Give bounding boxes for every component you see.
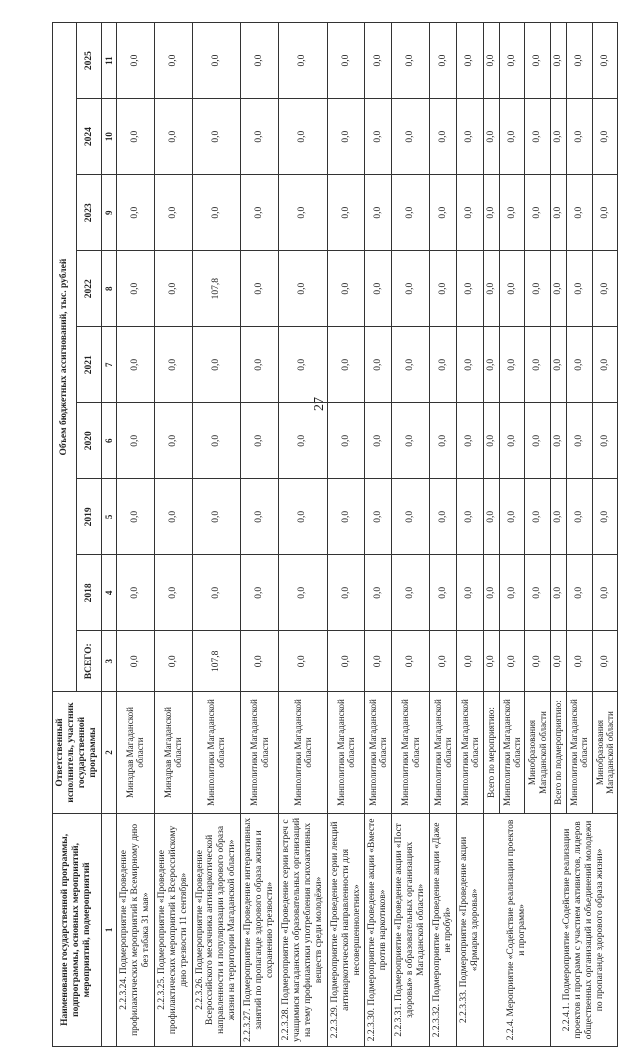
value-cell: 0,0 <box>392 99 430 175</box>
row-name: 2.2.3.29. Подмероприятие «Проведение серии лекций антинаркотической направленности для несовершеннолетних» <box>327 813 365 1046</box>
value-cell: 0,0 <box>365 555 392 631</box>
value-cell: 0,0 <box>279 631 328 692</box>
value-cell: 0,0 <box>525 99 551 175</box>
value-cell: 0,0 <box>551 403 567 479</box>
value-cell: 0,0 <box>327 251 365 327</box>
value-cell: 0,0 <box>192 175 241 251</box>
value-cell: 0,0 <box>592 403 618 479</box>
header-year: 2023 <box>77 175 101 251</box>
value-cell: 0,0 <box>117 251 155 327</box>
index-cell: 9 <box>101 175 116 251</box>
value-cell: 0,0 <box>551 23 567 99</box>
value-cell: 0,0 <box>279 99 328 175</box>
row-executor: Минполитики Магаданской области <box>456 692 483 814</box>
value-cell: 0,0 <box>499 23 525 99</box>
row-executor: Минполитики Магаданской области <box>279 692 328 814</box>
value-cell: 0,0 <box>192 327 241 403</box>
row-executor: Минполитики Магаданской области <box>365 692 392 814</box>
value-cell: 0,0 <box>551 631 567 692</box>
table-row <box>551 23 567 1047</box>
table-row <box>192 23 241 1047</box>
value-cell: 0,0 <box>117 175 155 251</box>
value-cell: 0,0 <box>392 555 430 631</box>
value-cell: 0,0 <box>566 175 592 251</box>
row-name: 2.2.3.30. Подмероприятие «Проведение акции «Вместе против наркотиков» <box>365 813 392 1046</box>
value-cell: 0,0 <box>592 23 618 99</box>
value-cell: 0,0 <box>499 403 525 479</box>
row-executor: Минздрав Магаданской области <box>117 692 155 814</box>
value-cell: 0,0 <box>117 631 155 692</box>
index-cell: 5 <box>101 479 116 555</box>
value-cell: 0,0 <box>327 479 365 555</box>
value-cell: 0,0 <box>456 403 483 479</box>
value-cell: 0,0 <box>499 631 525 692</box>
table-row <box>483 23 499 1047</box>
value-cell: 0,0 <box>499 251 525 327</box>
value-cell: 0,0 <box>566 99 592 175</box>
row-executor: Минполитики Магаданской области <box>566 692 592 814</box>
table-row <box>327 23 365 1047</box>
value-cell: 0,0 <box>499 99 525 175</box>
index-cell: 6 <box>101 403 116 479</box>
header-executor: Ответственный исполнитель, участник государственной программы <box>53 692 102 814</box>
value-cell: 0,0 <box>241 99 279 175</box>
value-cell: 0,0 <box>525 403 551 479</box>
header-year: 2025 <box>77 23 101 99</box>
value-cell: 0,0 <box>154 99 192 175</box>
value-cell: 0,0 <box>327 327 365 403</box>
value-cell: 0,0 <box>279 403 328 479</box>
row-name: 2.2.3.28. Подмероприятие «Проведение серии встреч с учащимися магаданских образовательных организаций на тему профилактики употребления психоактивных веществ среди молодёжи» <box>279 813 328 1046</box>
value-cell: 0,0 <box>456 99 483 175</box>
value-cell: 0,0 <box>592 175 618 251</box>
value-cell: 0,0 <box>154 479 192 555</box>
header-year: 2019 <box>77 479 101 555</box>
value-cell: 0,0 <box>279 555 328 631</box>
row-name: 2.2.3.25. Подмероприятие «Проведение профилактических мероприятий к Всероссийскому дню трезвости 11 сентября» <box>154 813 192 1046</box>
table-row <box>456 23 483 1047</box>
table-row <box>154 23 192 1047</box>
value-cell: 0,0 <box>430 99 457 175</box>
value-cell: 0,0 <box>566 479 592 555</box>
value-cell: 0,0 <box>241 479 279 555</box>
value-cell: 0,0 <box>430 555 457 631</box>
value-cell: 0,0 <box>566 23 592 99</box>
value-cell: 0,0 <box>525 327 551 403</box>
table-row <box>430 23 457 1047</box>
value-cell: 0,0 <box>483 631 499 692</box>
row-executor: Минобразования Магаданской области <box>592 692 618 814</box>
row-executor: Минполитики Магаданской области <box>499 692 525 814</box>
value-cell: 0,0 <box>456 327 483 403</box>
table-row <box>392 23 430 1047</box>
row-executor: Всего по мероприятию: <box>483 692 499 814</box>
row-executor: Всего по подмероприятию: <box>551 692 567 814</box>
value-cell: 0,0 <box>241 631 279 692</box>
value-cell: 0,0 <box>279 23 328 99</box>
value-cell: 0,0 <box>499 327 525 403</box>
value-cell: 0,0 <box>327 403 365 479</box>
value-cell: 0,0 <box>483 175 499 251</box>
value-cell: 0,0 <box>499 555 525 631</box>
value-cell: 0,0 <box>566 555 592 631</box>
value-cell: 0,0 <box>551 99 567 175</box>
index-cell: 7 <box>101 327 116 403</box>
value-cell: 0,0 <box>430 479 457 555</box>
table-row <box>279 23 328 1047</box>
header-year: 2021 <box>77 327 101 403</box>
index-cell: 1 <box>101 813 116 1046</box>
header-total: ВСЕГО: <box>77 631 101 692</box>
value-cell: 0,0 <box>430 403 457 479</box>
value-cell: 0,0 <box>483 479 499 555</box>
budget-table <box>52 22 618 1047</box>
index-cell: 2 <box>101 692 116 814</box>
rotated-page <box>52 22 632 1047</box>
value-cell: 0,0 <box>241 23 279 99</box>
value-cell: 0,0 <box>566 403 592 479</box>
value-cell: 0,0 <box>483 23 499 99</box>
value-cell: 0,0 <box>117 555 155 631</box>
row-executor: Минобразования Магаданской области <box>525 692 551 814</box>
value-cell: 0,0 <box>430 327 457 403</box>
index-cell: 4 <box>101 555 116 631</box>
value-cell: 0,0 <box>566 327 592 403</box>
value-cell: 107,8 <box>192 631 241 692</box>
value-cell: 0,0 <box>154 403 192 479</box>
value-cell: 0,0 <box>592 631 618 692</box>
value-cell: 0,0 <box>566 251 592 327</box>
value-cell: 0,0 <box>241 403 279 479</box>
value-cell: 0,0 <box>499 175 525 251</box>
value-cell: 0,0 <box>392 403 430 479</box>
value-cell: 0,0 <box>365 403 392 479</box>
value-cell: 0,0 <box>279 251 328 327</box>
value-cell: 0,0 <box>365 23 392 99</box>
value-cell: 0,0 <box>365 327 392 403</box>
value-cell: 0,0 <box>117 23 155 99</box>
value-cell: 0,0 <box>456 251 483 327</box>
index-cell: 11 <box>101 23 116 99</box>
value-cell: 0,0 <box>430 631 457 692</box>
value-cell: 0,0 <box>551 175 567 251</box>
value-cell: 0,0 <box>279 175 328 251</box>
value-cell: 0,0 <box>192 403 241 479</box>
value-cell: 0,0 <box>551 327 567 403</box>
row-executor: Минполитики Магаданской области <box>430 692 457 814</box>
value-cell: 0,0 <box>154 327 192 403</box>
value-cell: 0,0 <box>365 631 392 692</box>
value-cell: 0,0 <box>483 403 499 479</box>
value-cell: 0,0 <box>241 327 279 403</box>
value-cell: 0,0 <box>525 479 551 555</box>
value-cell: 0,0 <box>117 99 155 175</box>
value-cell: 0,0 <box>327 631 365 692</box>
value-cell: 0,0 <box>392 631 430 692</box>
value-cell: 0,0 <box>327 99 365 175</box>
value-cell: 0,0 <box>154 631 192 692</box>
value-cell: 0,0 <box>192 99 241 175</box>
value-cell: 0,0 <box>456 175 483 251</box>
value-cell: 0,0 <box>483 555 499 631</box>
value-cell: 0,0 <box>483 327 499 403</box>
value-cell: 0,0 <box>592 555 618 631</box>
value-cell: 0,0 <box>117 479 155 555</box>
value-cell: 0,0 <box>551 251 567 327</box>
row-name: 2.2.3.24. Подмероприятие «Проведение профилактических мероприятий к Всемирному дню без табака 31 мая» <box>117 813 155 1046</box>
value-cell: 0,0 <box>392 479 430 555</box>
value-cell: 0,0 <box>327 175 365 251</box>
page-number: 27 <box>312 397 327 411</box>
value-cell: 0,0 <box>525 23 551 99</box>
row-name: 2.2.3.31. Подмероприятие «Проведение акции «Пост здоровья» в образовательных организациях Магаданской области» <box>392 813 430 1046</box>
value-cell: 0,0 <box>327 23 365 99</box>
value-cell: 0,0 <box>365 99 392 175</box>
value-cell: 0,0 <box>327 555 365 631</box>
value-cell: 0,0 <box>456 555 483 631</box>
value-cell: 0,0 <box>192 479 241 555</box>
value-cell: 0,0 <box>430 175 457 251</box>
value-cell: 0,0 <box>456 479 483 555</box>
header-budget: Объем бюджетных ассигнований, тыс. рублей <box>53 23 77 692</box>
table-row <box>117 23 155 1047</box>
row-name: 2.2.3.26. Подмероприятие «Проведение Всероссийского месячника антинаркотической направленности и популяризации здорового образа жизни на территории Магаданской области» <box>192 813 241 1046</box>
value-cell: 0,0 <box>154 23 192 99</box>
value-cell: 107,8 <box>192 251 241 327</box>
row-name: 2.2.4. Мероприятие «Содействие реализации проектов и программ» <box>483 813 550 1046</box>
value-cell: 0,0 <box>241 555 279 631</box>
value-cell: 0,0 <box>154 175 192 251</box>
value-cell: 0,0 <box>483 251 499 327</box>
header-year: 2024 <box>77 99 101 175</box>
table-row <box>241 23 279 1047</box>
value-cell: 0,0 <box>192 555 241 631</box>
value-cell: 0,0 <box>456 631 483 692</box>
value-cell: 0,0 <box>365 251 392 327</box>
value-cell: 0,0 <box>456 23 483 99</box>
index-cell: 10 <box>101 99 116 175</box>
header-name: Наименование государственной программы, подпрограммы, основных мероприятий, мероприятий, подмероприятий <box>53 813 102 1046</box>
row-executor: Минполитики Магаданской области <box>327 692 365 814</box>
value-cell: 0,0 <box>525 631 551 692</box>
value-cell: 0,0 <box>499 479 525 555</box>
value-cell: 0,0 <box>365 175 392 251</box>
row-name: 2.2.3.33. Подмероприятие «Проведение акции «Ярмарка здоровья» <box>456 813 483 1046</box>
value-cell: 0,0 <box>154 251 192 327</box>
value-cell: 0,0 <box>392 327 430 403</box>
header-year: 2020 <box>77 403 101 479</box>
row-name: 2.2.4.1. Подмероприятие «Содействие реализации проектов и программ с участием активистов, лидеров общественных организаций и объединений молодежи по пропаганде здорового образа жизни» <box>551 813 618 1046</box>
value-cell: 0,0 <box>279 479 328 555</box>
row-name: 2.2.3.27. Подмероприятие «Проведение интерактивных занятий по пропаганде здорового образа жизни и сохранению трезвости» <box>241 813 279 1046</box>
value-cell: 0,0 <box>192 23 241 99</box>
row-executor: Минздрав Магаданской области <box>154 692 192 814</box>
value-cell: 0,0 <box>430 23 457 99</box>
value-cell: 0,0 <box>525 251 551 327</box>
value-cell: 0,0 <box>117 327 155 403</box>
row-executor: Минполитики Магаданской области <box>392 692 430 814</box>
header-year: 2022 <box>77 251 101 327</box>
value-cell: 0,0 <box>566 631 592 692</box>
value-cell: 0,0 <box>392 175 430 251</box>
header-year: 2018 <box>77 555 101 631</box>
value-cell: 0,0 <box>117 403 155 479</box>
row-executor: Минполитики Магаданской области <box>192 692 241 814</box>
index-row <box>101 23 116 1047</box>
value-cell: 0,0 <box>430 251 457 327</box>
value-cell: 0,0 <box>592 327 618 403</box>
value-cell: 0,0 <box>241 251 279 327</box>
value-cell: 0,0 <box>525 555 551 631</box>
value-cell: 0,0 <box>279 327 328 403</box>
row-name: 2.2.3.32. Подмероприятие «Проведение акции «Даже не пробуй» <box>430 813 457 1046</box>
row-executor: Минполитики Магаданской области <box>241 692 279 814</box>
value-cell: 0,0 <box>392 23 430 99</box>
value-cell: 0,0 <box>592 479 618 555</box>
index-cell: 3 <box>101 631 116 692</box>
value-cell: 0,0 <box>592 251 618 327</box>
value-cell: 0,0 <box>392 251 430 327</box>
value-cell: 0,0 <box>551 555 567 631</box>
value-cell: 0,0 <box>483 99 499 175</box>
value-cell: 0,0 <box>241 175 279 251</box>
value-cell: 0,0 <box>525 175 551 251</box>
value-cell: 0,0 <box>592 99 618 175</box>
value-cell: 0,0 <box>365 479 392 555</box>
value-cell: 0,0 <box>551 479 567 555</box>
table-row <box>365 23 392 1047</box>
value-cell: 0,0 <box>154 555 192 631</box>
index-cell: 8 <box>101 251 116 327</box>
